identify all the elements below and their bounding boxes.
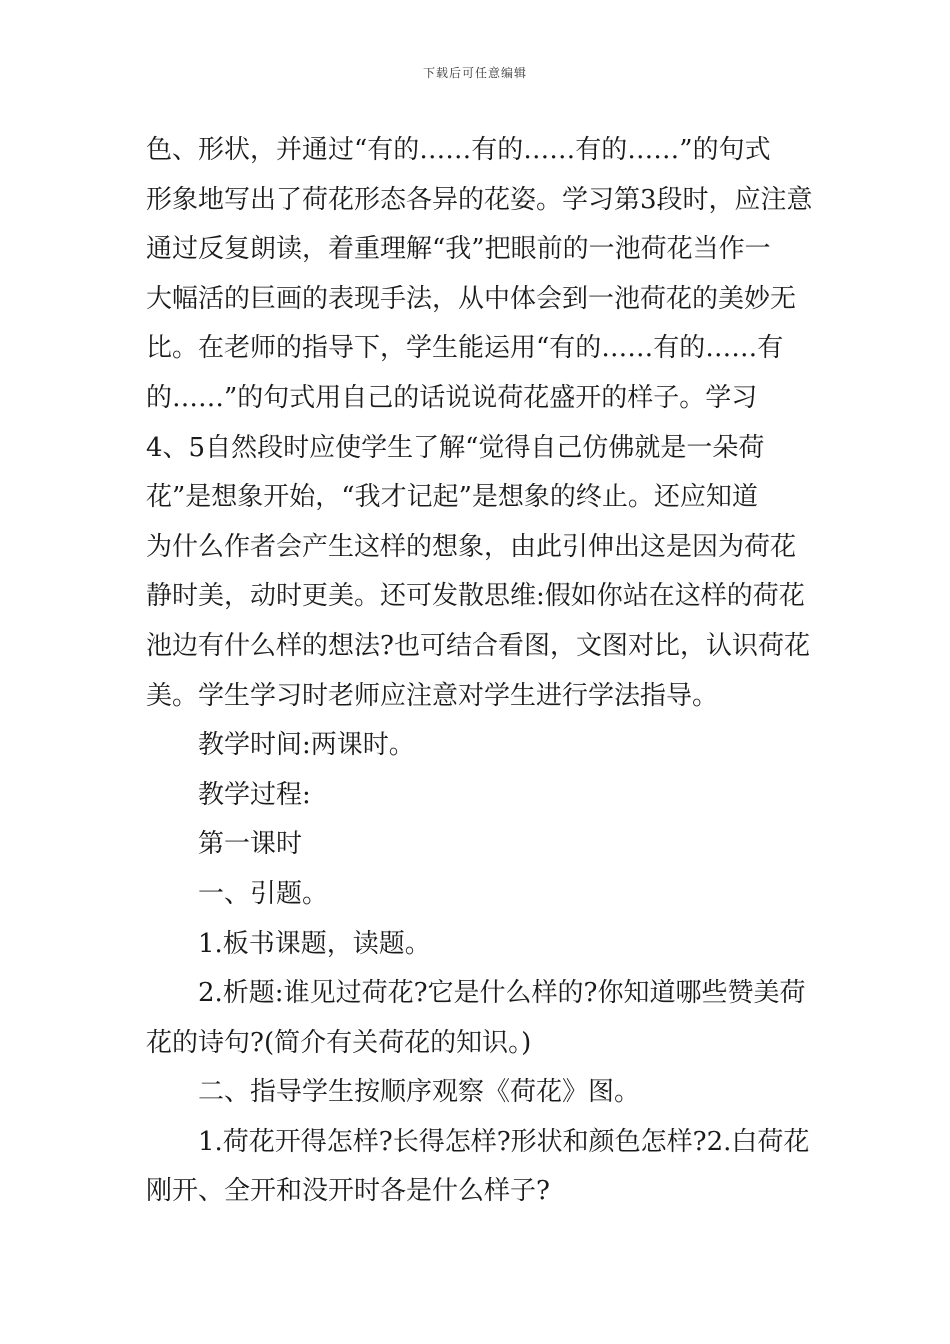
text-line: 花的诗句?(简介有关荷花的知识。) (146, 1027, 532, 1058)
text-line: 的……”的句式用自己的话说说荷花盛开的样子。学习 (146, 382, 758, 413)
paragraph-continuation (146, 126, 813, 721)
text-line: 通过反复朗读，着重理解“我”把眼前的一池荷花当作一 (146, 234, 771, 265)
text-line: 第一课时 (198, 829, 303, 860)
paragraph-teaching-process (146, 771, 810, 821)
text-line: 二、指导学生按顺序观察《荷花》图。 (198, 1077, 641, 1108)
text-line: 美。学生学习时老师应注意对学生进行学法指导。 (146, 680, 719, 711)
section-heading-intro (146, 870, 810, 920)
text-line: 2.析题:谁见过荷花?它是什么样的?你知道哪些赞美荷 (198, 978, 806, 1009)
section-heading-observe (146, 1068, 810, 1118)
text-line: 色、形状，并通过“有的……有的……有的……”的句式 (146, 135, 771, 165)
text-line: 形象地写出了荷花形态各异的花姿。学习第3段时，应注意 (146, 184, 813, 215)
text-line: 静时美，动时更美。还可发散思维:假如你站在这样的荷花 (146, 581, 805, 612)
text-line: 1.板书课题，读题。 (198, 928, 431, 959)
text-line: 刚开、全开和没开时各是什么样子? (146, 1176, 550, 1207)
paragraph-teaching-time (146, 721, 810, 771)
page-header: 下载后可任意编辑 (422, 66, 527, 80)
text-line: 比。在老师的指导下，学生能运用“有的……有的……有 (146, 333, 784, 364)
text-line: 花”是想象开始，“我才记起”是想象的终止。还应知道 (146, 482, 758, 513)
text-line: 大幅活的巨画的表现手法，从中体会到一池荷花的美妙无 (146, 283, 797, 314)
list-item-questions (146, 1118, 810, 1217)
text-line: 为什么作者会产生这样的想象，由此引伸出这是因为荷花 (146, 531, 797, 562)
text-line: 一、引题。 (198, 878, 329, 909)
text-line: 4、5自然段时应使学生了解“觉得自己仿佛就是一朵荷 (146, 432, 765, 463)
list-item-1 (146, 920, 810, 970)
text-line: 池边有什么样的想法?也可结合看图，文图对比，认识荷花 (146, 630, 810, 661)
document-body (146, 126, 813, 1217)
text-line: 教学过程: (198, 779, 311, 810)
list-item-2 (146, 969, 810, 1068)
text-line: 1.荷花开得怎样?长得怎样?形状和颜色怎样?2.白荷花 (198, 1126, 810, 1157)
section-heading-first-lesson (146, 820, 810, 870)
text-line: 教学时间:两课时。 (198, 730, 415, 761)
